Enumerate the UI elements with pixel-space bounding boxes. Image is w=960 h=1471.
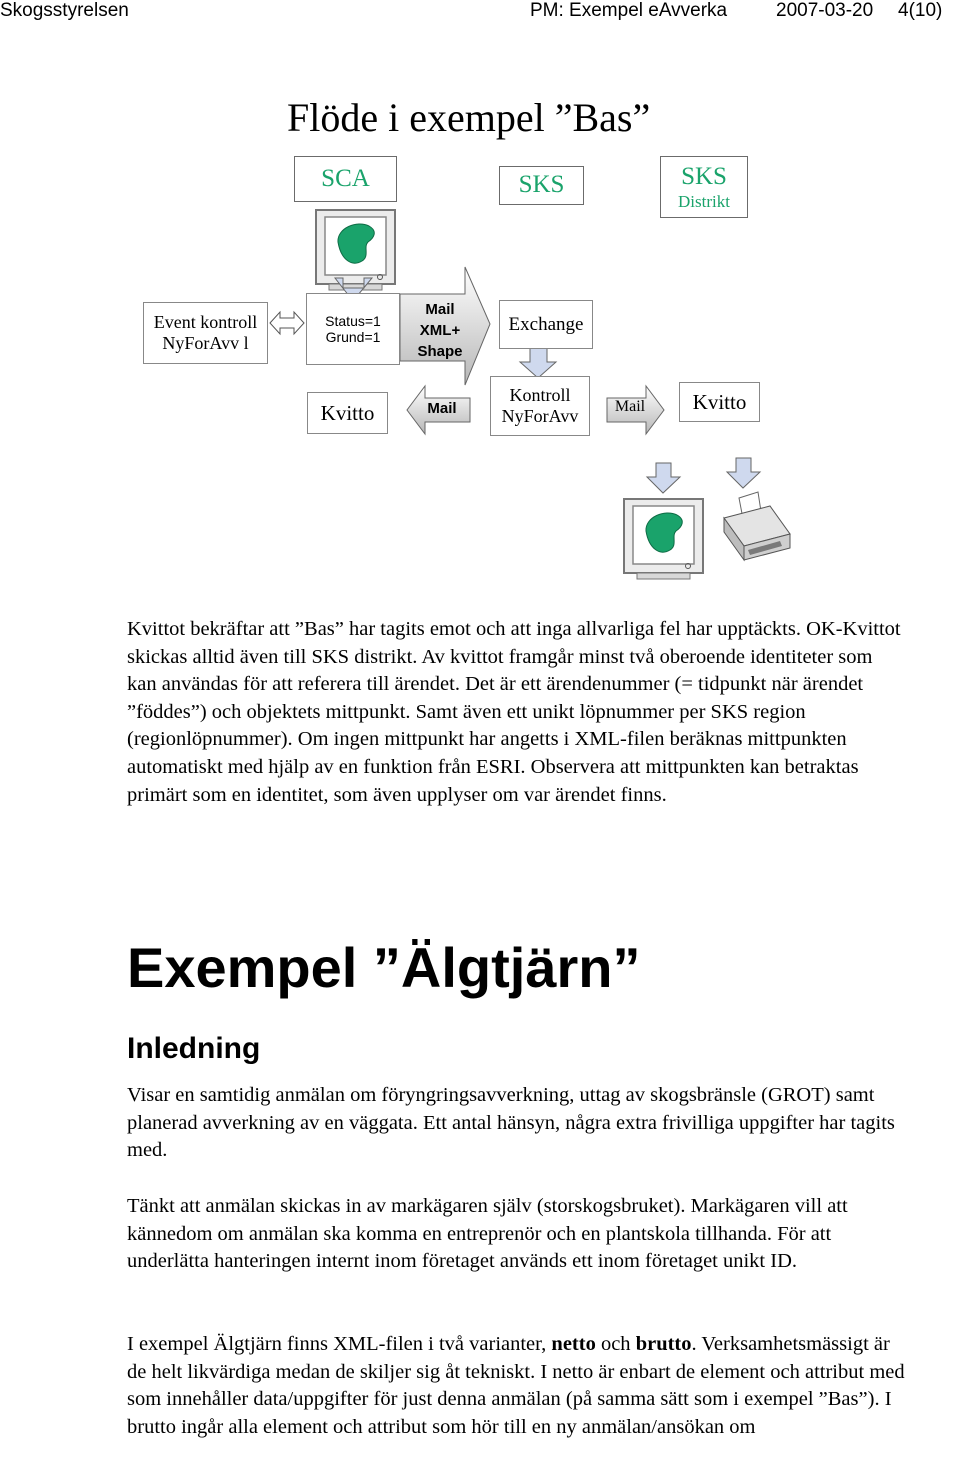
kvitto-left-label: Kvitto — [320, 400, 375, 425]
section-heading: Exempel ”Älgtjärn” — [127, 936, 641, 999]
mail-xml-shape-label — [408, 299, 472, 362]
printer-icon — [724, 492, 790, 560]
sca-header-box — [294, 156, 397, 202]
header-org: Skogsstyrelsen — [0, 0, 129, 21]
sks-header-box — [499, 166, 584, 205]
variants-text-rest: . Verksamhetsmässigt är de helt likvärdiga medan de skiljer sig åt tekniskt. I netto är enbart de element och attribut med som innehåller data/uppgifter för just denna anmälan (på samma sätt som i exempel ”Bas”). I brutto ingår alla element och attribut som hör till en ny anmälan/ansökan om — [127, 1333, 905, 1438]
subsection-heading: Inledning — [127, 1032, 261, 1065]
page-header — [0, 0, 960, 26]
grund-label: Grund=1 — [325, 329, 381, 345]
arrow-icon — [647, 463, 680, 493]
flow-diagram — [0, 80, 960, 600]
kvitto-right-label: Kvitto — [692, 389, 747, 414]
kvitto-right-box — [679, 382, 760, 422]
netto-term: netto — [551, 1333, 596, 1355]
variants-text: I exempel Älgtjärn finns XML-filen i två varianter, — [127, 1333, 552, 1355]
status-label: Status=1 — [325, 312, 381, 329]
sks-distrikt-label: SKS — [681, 162, 727, 190]
intro-paragraph: Visar en samtidig anmälan om föryngringsavverkning, uttag av skogsbränsle (GROT) samt planerad avverkning av en väggata. Ett antal hänsyn, några extra frivilliga uppgifter har tagits med. — [127, 1084, 895, 1162]
event-kontroll-label: Event kontroll — [153, 312, 258, 333]
kontroll-nyforavv-label: NyForAvv — [501, 406, 579, 426]
mail-label: Mail — [425, 301, 455, 318]
shape-label: Shape — [417, 343, 463, 360]
computer-monitor-icon — [624, 499, 703, 579]
header-page-number: 4(10) — [898, 0, 943, 21]
status-box — [306, 293, 400, 365]
kontroll-box — [490, 376, 590, 436]
arrow-icon — [520, 348, 556, 378]
kvitto-left-box — [307, 392, 388, 434]
distrikt-label: Distrikt — [678, 191, 730, 211]
double-arrow-icon — [270, 312, 304, 334]
context-paragraph: Tänkt att anmälan skickas in av markägaren själv (storskogsbruket). Markägaren vill att kännedom om anmälan ska komma en entreprenör och en plantskola tillhanda. För att underlätta hanteringen internt inom företaget används ett inom företaget unikt ID. — [127, 1195, 848, 1273]
header-date: 2007-03-20 — [776, 0, 874, 21]
exchange-box — [499, 300, 593, 349]
sca-label: SCA — [321, 164, 370, 192]
diagram-title: Flöde i exempel ”Bas” — [287, 95, 651, 140]
mail-left-label: Mail — [427, 400, 457, 417]
nyforavv-label: NyForAvv l — [162, 333, 249, 353]
kontroll-label: Kontroll — [509, 385, 571, 406]
event-kontroll-box — [143, 302, 268, 364]
receipt-paragraph: Kvittot bekräftar att ”Bas” har tagits emot och att inga allvarliga fel har upptäckts. OK-Kvittot skickas alltid även till SKS distrikt. Av kvittot framgår minst två oberoende identiteter som kan användas för att referera till ärendet. Det är ett ärendenummer (= tidpunkt när ärendet ”föddes”) och objektets mittpunkt. Samt även ett unikt löpnummer per SKS region (regionlöpnummer). Om ingen mittpunkt har angetts i XML-filen beräknas mittpunkten automatiskt med hjälp av en funktion från ESRI. Observera att mittpunkten kan betraktas primärt som en identitet, som även upplyser om var ärendet finns. — [127, 618, 901, 806]
brutto-term: brutto — [635, 1333, 692, 1355]
variants-paragraph — [127, 1331, 907, 1441]
sks-distrikt-header-box — [660, 156, 748, 218]
sks-label: SKS — [518, 171, 565, 199]
header-memo: PM: Exempel eAvverka — [530, 0, 728, 21]
variants-text-and: och — [595, 1333, 636, 1355]
mail-right-label: Mail — [614, 398, 646, 415]
exchange-label: Exchange — [508, 313, 584, 335]
xml-label: XML+ — [419, 322, 461, 339]
arrow-icon — [727, 458, 760, 488]
computer-monitor-icon — [316, 210, 395, 290]
